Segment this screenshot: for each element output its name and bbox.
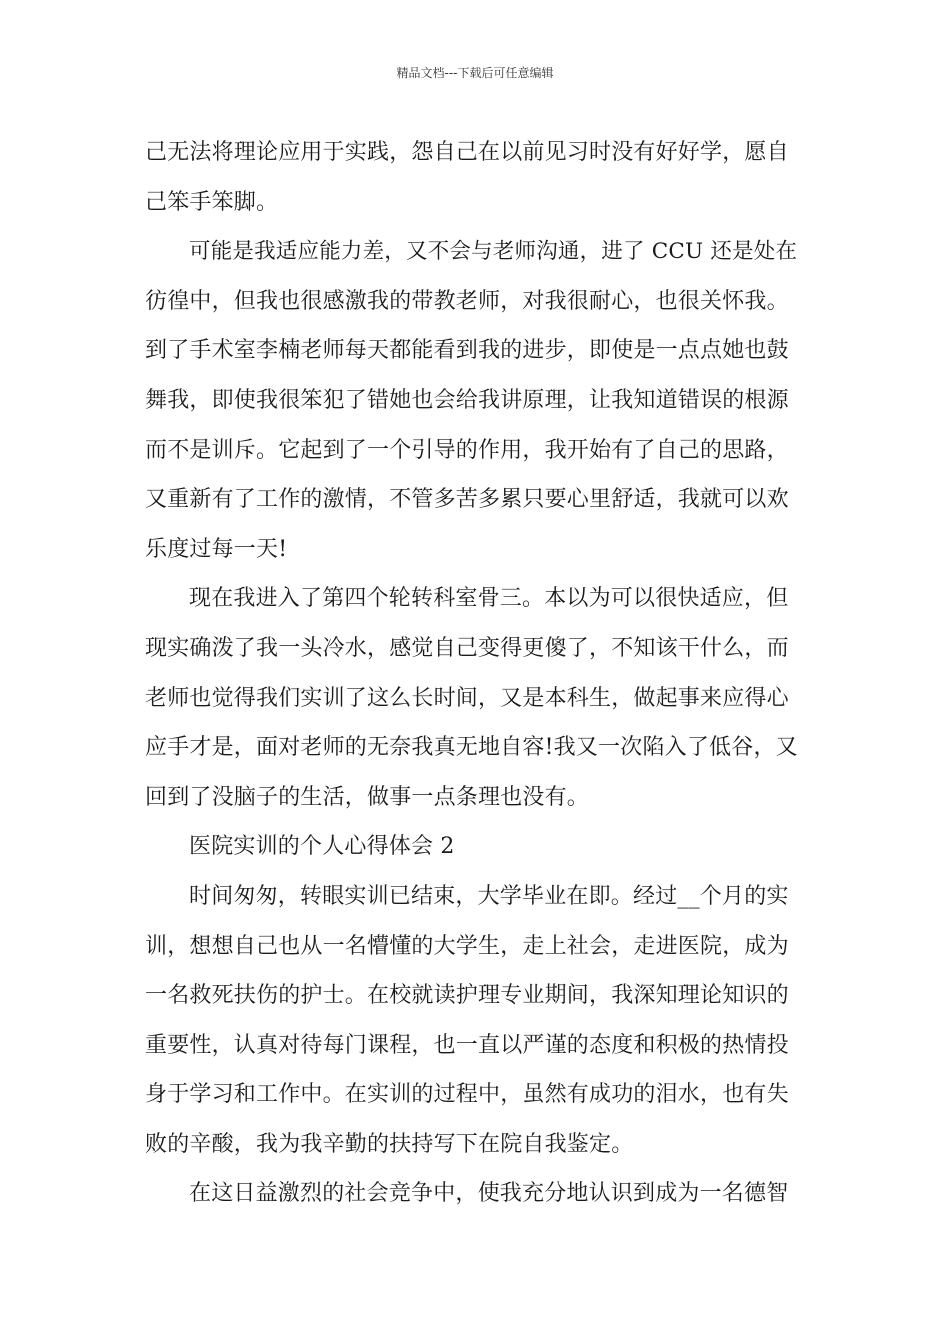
text-line: 一名救死扶伤的护士。在校就读护理专业期间，我深知理论知识的	[145, 983, 789, 1009]
text-line: 己笨手笨脚。	[145, 189, 279, 215]
document-body	[145, 128, 809, 1219]
text-line: 重要性，认真对待每门课程，也一直以严谨的态度和积极的热情投	[145, 1032, 789, 1058]
paragraph-start-line: 时间匆匆，转眼实训已结束，大学毕业在即。经过__个月的实	[189, 883, 789, 909]
paragraph-start-line: 可能是我适应能力差，又不会与老师沟通，进了 CCU 还是处在	[189, 239, 798, 265]
text-line: 老师也觉得我们实训了这么长时间，又是本科生，做起事来应得心	[145, 685, 789, 711]
text-line: 彷徨中，但我也很感激我的带教老师，对我很耐心，也很关怀我。	[145, 288, 789, 314]
text-line: 而不是训斥。它起到了一个引导的作用，我开始有了自己的思路，	[145, 437, 789, 463]
text-line: 现实确泼了我一头冷水，感觉自己变得更傻了，不知该干什么，而	[145, 635, 789, 661]
text-line: 应手才是，面对老师的无奈我真无地自容!我又一次陷入了低谷，又	[145, 735, 798, 761]
text-line: 训，想想自己也从一名懵懂的大学生，走上社会，走进医院，成为	[145, 933, 789, 959]
text-line: 乐度过每一天!	[145, 536, 288, 562]
text-line: 身于学习和工作中。在实训的过程中，虽然有成功的泪水，也有失	[145, 1082, 789, 1108]
text-line: 回到了没脑子的生活，做事一点条理也没有。	[145, 784, 590, 810]
text-line: 又重新有了工作的激情，不管多苦多累只要心里舒适，我就可以欢	[145, 487, 789, 513]
page-header: 精品文档---下载后可任意编辑	[396, 66, 554, 80]
section-heading: 医院实训的个人心得体会 2	[189, 834, 455, 860]
text-line: 己无法将理论应用于实践，怨自己在以前见习时没有好好学，愿自	[145, 140, 789, 165]
text-line: 舞我，即使我很笨犯了错她也会给我讲原理，让我知道错误的根源	[145, 387, 789, 413]
paragraph-start-line: 在这日益激烈的社会竞争中，使我充分地认识到成为一名德智	[189, 1181, 789, 1207]
text-line: 败的辛酸，我为我辛勤的扶持写下在院自我鉴定。	[145, 1131, 634, 1157]
paragraph-start-line: 现在我进入了第四个轮转科室骨三。本以为可以很快适应，但	[189, 586, 789, 612]
text-line: 到了手术室李楠老师每天都能看到我的进步，即使是一点点她也鼓	[145, 338, 789, 364]
